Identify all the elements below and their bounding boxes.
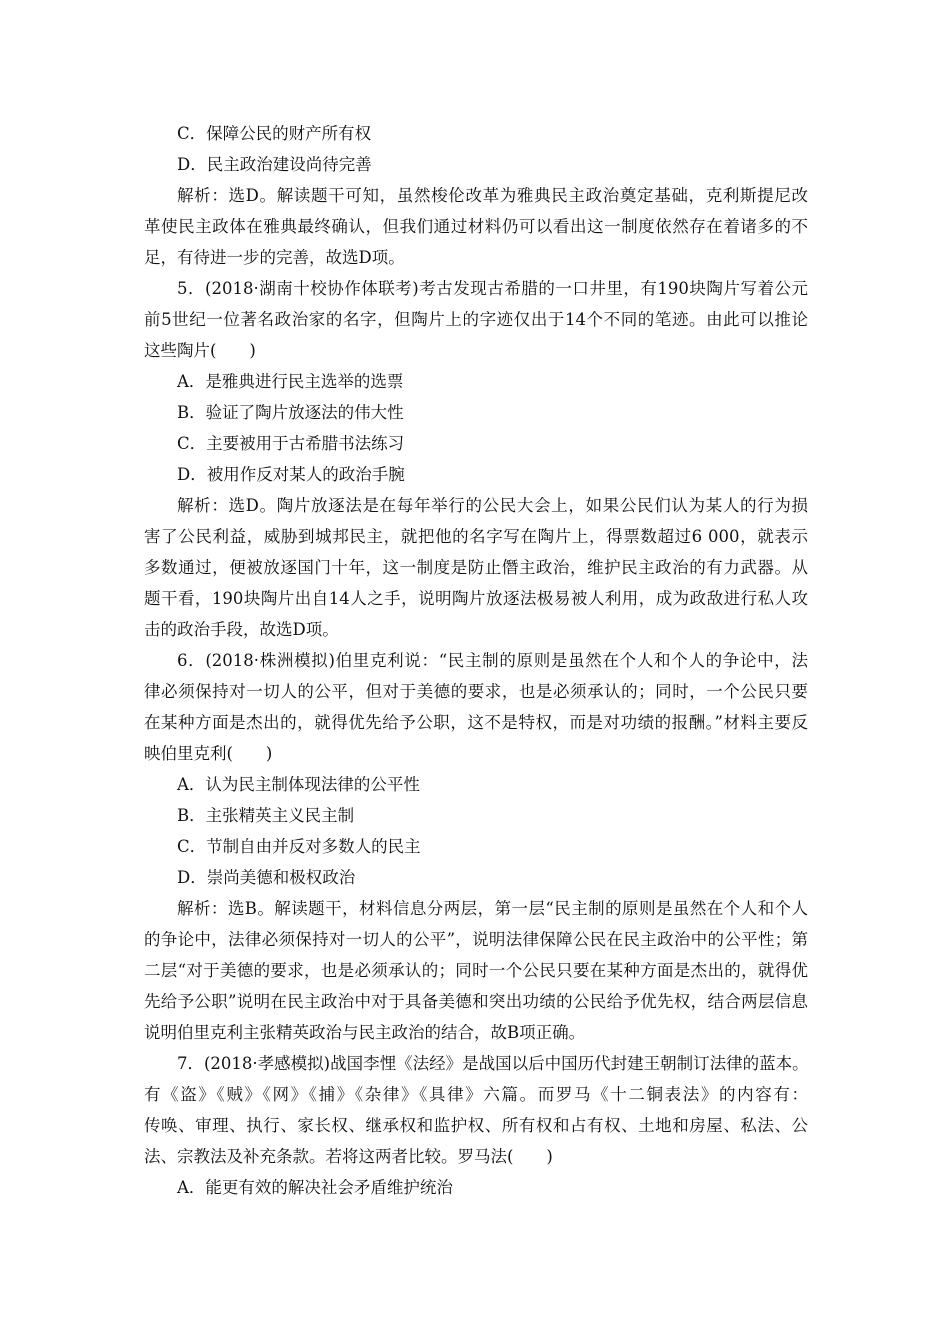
analysis-line: 害了公民利益，威胁到城邦民主，就把他的名字写在陶片上，得票数超过6 000，就表示 xyxy=(144,527,808,546)
analysis-line: 解析：选B。解读题干，材料信息分两层，第一层“民主制的原则是虽然在个人和个人 xyxy=(177,899,808,918)
analysis-line: 说明伯里克利主张精英政治与民主政治的结合，故B项正确。 xyxy=(144,1023,586,1042)
option-line: D．被用作反对某人的政治手腕 xyxy=(177,465,405,484)
option-block xyxy=(144,459,808,490)
question-line: 在某种方面是杰出的，就得优先给予公职，这不是特权，而是对功绩的报酬。”材料主要反 xyxy=(144,713,808,732)
analysis-block xyxy=(144,490,808,645)
analysis-line: 足，有待进一步的完善，故选D项。 xyxy=(144,248,405,267)
question-line: 5．(2018·湖南十校协作体联考)考古发现古希腊的一口井里，有190块陶片写着公元 xyxy=(177,279,808,298)
option-line: C．节制自由并反对多数人的民主 xyxy=(177,837,421,856)
analysis-block xyxy=(144,180,808,273)
option-block xyxy=(144,149,808,180)
analysis-line: 二层“对于美德的要求，也是必须承认的；同时一个公民只要在某种方面是杰出的，就得优 xyxy=(144,961,808,980)
option-block xyxy=(144,831,808,862)
question-line: 有《盗》《贼》《网》《捕》《杂律》《具律》六篇。而罗马《十二铜表法》的内容有： xyxy=(144,1085,808,1104)
option-line: B．主张精英主义民主制 xyxy=(177,806,355,825)
analysis-line: 先给予公职”说明在民主政治中对于具备美德和突出功绩的公民给予优先权，结合两层信息 xyxy=(144,992,808,1011)
option-line: D．崇尚美德和极权政治 xyxy=(177,868,356,887)
analysis-block xyxy=(144,893,808,1048)
analysis-line: 多数通过，便被放逐国门十年，这一制度是防止僭主政治，维护民主政治的有力武器。从 xyxy=(144,558,808,577)
option-block xyxy=(144,800,808,831)
option-line: C．保障公民的财产所有权 xyxy=(177,124,372,143)
option-line: A．认为民主制体现法律的公平性 xyxy=(177,775,420,794)
option-block xyxy=(144,428,808,459)
analysis-line: 解析：选D。解读题干可知，虽然梭伦改革为雅典民主政治奠定基础，克利斯提尼改 xyxy=(177,186,808,205)
option-line: C．主要被用于古希腊书法练习 xyxy=(177,434,405,453)
analysis-line: 击的政治手段，故选D项。 xyxy=(144,620,339,639)
option-block xyxy=(144,366,808,397)
document-body xyxy=(144,118,808,1203)
analysis-line: 革使民主政体在雅典最终确认，但我们通过材料仍可以看出这一制度依然存在着诸多的不 xyxy=(144,217,808,236)
question-line: 传唤、审理、执行、家长权、继承权和监护权、所有权和占有权、土地和房屋、私法、公 xyxy=(144,1116,808,1135)
analysis-line: 题干看，190块陶片出自14人之手，说明陶片放逐法极易被人利用，成为政敌进行私人攻 xyxy=(144,589,808,608)
question-block xyxy=(144,645,808,769)
option-line: A．是雅典进行民主选举的选票 xyxy=(177,372,404,391)
analysis-line: 的争论中，法律必须保持对一切人的公平”，说明法律保障公民在民主政治中的公平性；第 xyxy=(144,930,808,949)
question-line: 这些陶片( ) xyxy=(144,341,256,360)
question-line: 前5世纪一位著名政治家的名字，但陶片上的字迹仅出于14个不同的笔迹。由此可以推论 xyxy=(144,310,808,329)
option-block xyxy=(144,862,808,893)
analysis-line: 解析：选D。陶片放逐法是在每年举行的公民大会上，如果公民们认为某人的行为损 xyxy=(177,496,808,515)
question-line: 法、宗教法及补充条款。若将这两者比较。罗马法( ) xyxy=(144,1147,553,1166)
option-line: A．能更有效的解决社会矛盾维护统治 xyxy=(177,1178,453,1197)
question-line: 映伯里克利( ) xyxy=(144,744,273,763)
option-block xyxy=(144,1172,808,1203)
option-block xyxy=(144,397,808,428)
option-line: B．验证了陶片放逐法的伟大性 xyxy=(177,403,404,422)
option-block xyxy=(144,769,808,800)
question-line: 7．(2018·孝感模拟)战国李悝《法经》是战国以后中国历代封建王朝制订法律的蓝本。 xyxy=(177,1054,809,1073)
question-block xyxy=(144,1048,808,1172)
option-block xyxy=(144,118,808,149)
option-line: D．民主政治建设尚待完善 xyxy=(177,155,372,174)
question-line: 律必须保持对一切人的公平，但对于美德的要求，也是必须承认的；同时，一个公民只要 xyxy=(144,682,808,701)
question-block xyxy=(144,273,808,366)
question-line: 6．(2018·株洲模拟)伯里克利说：“民主制的原则是虽然在个人和个人的争论中，法 xyxy=(177,651,808,670)
